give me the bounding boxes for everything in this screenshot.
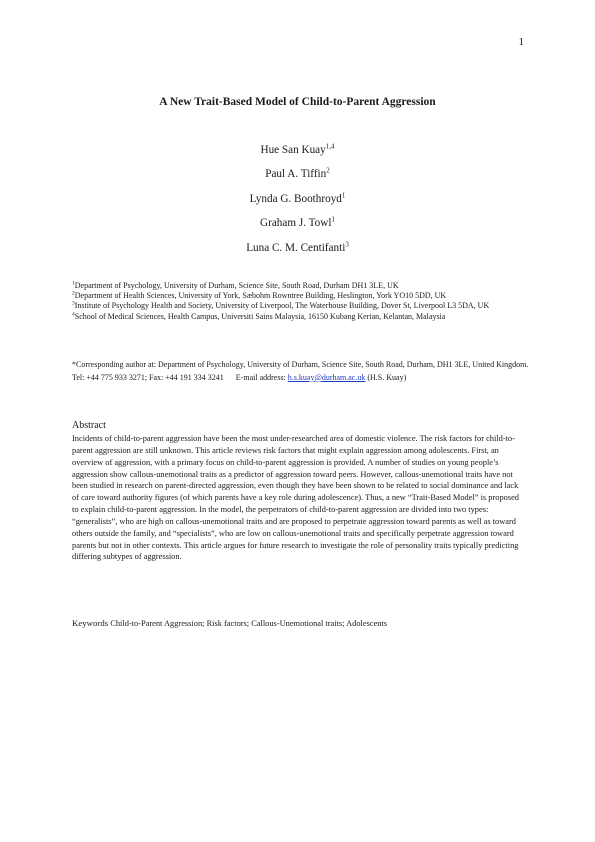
affiliation-mark: 3: [72, 300, 75, 307]
corresponding-author-note: [72, 359, 532, 384]
author: [0, 144, 595, 168]
page-number: 1: [518, 36, 524, 48]
author-affiliation-mark: 1,4: [325, 142, 335, 151]
affiliation-list: [72, 281, 532, 322]
affiliation-mark: 2: [72, 290, 75, 297]
abstract-heading: Abstract: [72, 420, 106, 431]
author: [0, 217, 595, 241]
author-name: Hue San Kuay: [260, 144, 326, 156]
author-affiliation-mark: 3: [345, 239, 349, 248]
author: [0, 239, 595, 266]
author-affiliation-mark: 1: [341, 191, 346, 200]
author-affiliation-mark: 1: [331, 215, 335, 224]
author-name: Lynda G. Boothroyd: [249, 192, 342, 205]
author-name: Luna C. M. Centifanti: [246, 241, 346, 254]
abstract-text: Incidents of child-to-parent aggression have been the most under-researched area of domestic violence. The risk factors for child-to-parent aggression are still unknown. This article reviews risk factors that might explain aggression among adolescents. First, an overview of aggression, with a primary focus on child-to-parent aggression is provided. A number of studies on young people’s aggression show callous-unemotional traits as a predictor of aggression toward peers. However, callous-unemotional traits have not been studied in research on parent-directed aggression, even though they have been shown to be related to social dominance and lack of care toward authority figures (of which parents have a key role during adolescence). Thus, a new “Trait-Based Model” is proposed to explain child-to-parent aggression. In the model, the perpetrators of child-to-parent aggression are divided into two types: “generalists”, who are high on callous-unemotional traits and are proposed to perpetrate aggression toward parents as well as toward others outside the family, and “specialists”, who are low on callous-unemotional traits and specifically perpetrate aggression toward parents but not in other contexts. This article argues for future research to investigate the role of personality traits typically predicting differing subtypes of aggression.: [72, 434, 519, 562]
author: [0, 168, 595, 192]
affiliation-text: Department of Health Sciences, University of York, Sæbohm Rowntree Building, Heslington, York YO10 5DD, UK: [74, 291, 447, 301]
author-name: Paul A. Tiffin: [265, 168, 327, 181]
affiliation-mark: 4: [72, 310, 75, 317]
affiliation: [72, 281, 532, 291]
affiliation-text: Institute of Psychology Health and Society, University of Liverpool, The Waterhouse Building, Dover St, Liverpool L3 5DA, UK: [74, 301, 490, 311]
keywords-label: Keywords: [72, 618, 109, 628]
affiliation-text: School of Medical Sciences, Health Campus, Universiti Sains Malaysia, 16150 Kubang Kerian, Kelantan, Malaysia: [74, 311, 446, 321]
author-list: [0, 144, 595, 266]
affiliation-text: Department of Psychology, University of Durham, Science Site, South Road, Durham DH1 3LE, UK: [74, 281, 399, 290]
author: [0, 193, 595, 217]
affiliation: [72, 291, 532, 301]
author-affiliation-mark: 2: [326, 166, 330, 175]
correspondence-text: *Corresponding author at: Department of Psychology, University of Durham, Science Site, South Road, Durham, DH1 3LE, United Kingdom. Tel: +44 775 933 3271; Fax: +44 191 334 3241 E-mail address:: [72, 360, 531, 382]
keywords: [72, 618, 524, 628]
keywords-text: Child-to-Parent Aggression; Risk factors; Callous-Unemotional traits; Adolescents: [110, 619, 388, 628]
correspondence-suffix: (H.S. Kuay): [365, 372, 407, 382]
affiliation-mark: 1: [72, 280, 75, 287]
author-name: Graham J. Towl: [260, 217, 332, 230]
affiliation: [72, 301, 532, 311]
email-link[interactable]: h.s.kuay@durham.ac.uk: [287, 372, 366, 382]
affiliation: [72, 312, 532, 322]
paper-title: A New Trait-Based Model of Child-to-Parent Aggression: [159, 96, 436, 108]
